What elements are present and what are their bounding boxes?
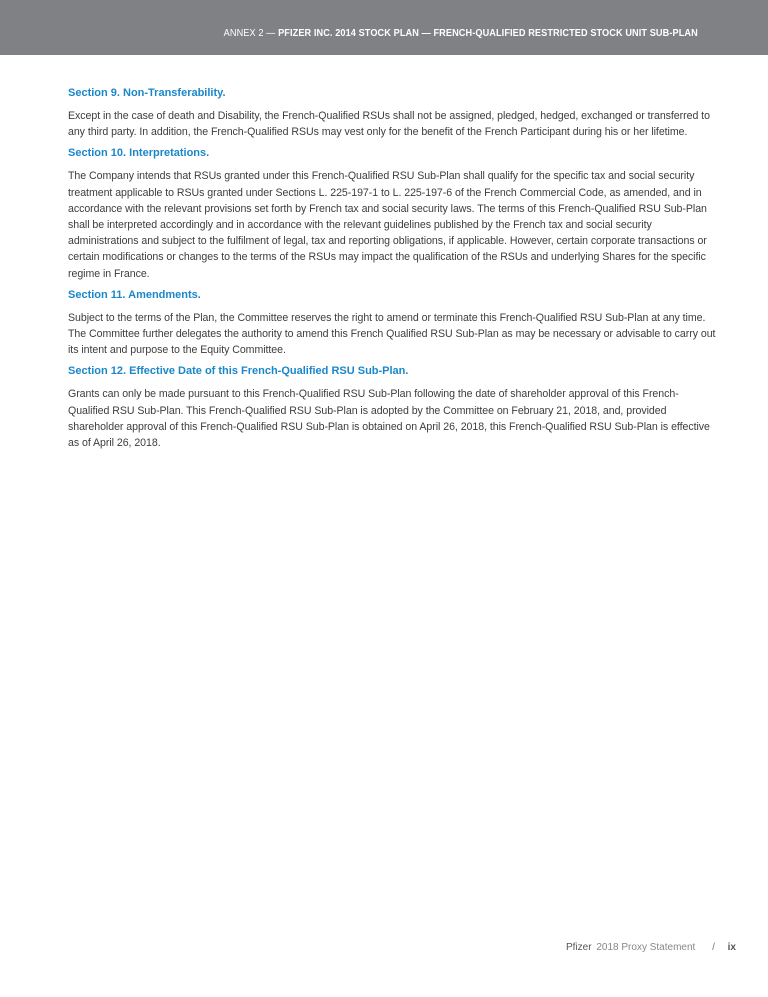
- section-10: [68, 146, 718, 281]
- section-heading: Section 10. Interpretations.: [68, 147, 210, 160]
- section-body: Subject to the terms of the Plan, the Committee reserves the right to amend or terminate this French-Qualified RSU Sub-Plan at any time. The Committee further delegates the authority to amend this French Qualified RSU Sub-Plan as may be necessary or advisable to carry out its intent and purpose to the Equity Committee.: [68, 311, 716, 357]
- document-content: [68, 86, 718, 457]
- section-9: [68, 86, 718, 140]
- running-header: [224, 28, 698, 39]
- section-heading: Section 9. Non-Transferability.: [68, 87, 226, 99]
- page-number: ix: [727, 942, 736, 953]
- footer-brand: Pfizer: [566, 942, 592, 953]
- section-heading: Section 11. Amendments.: [68, 288, 201, 301]
- running-header-prefix: ANNEX 2 —: [223, 28, 279, 39]
- section-11: [68, 288, 718, 359]
- page-footer: [566, 942, 736, 953]
- running-header-title: PFIZER INC. 2014 STOCK PLAN — FRENCH-QUALIFIED RESTRICTED STOCK UNIT SUB-PLAN: [278, 28, 698, 39]
- section-body: Except in the case of death and Disability, the French-Qualified RSUs shall not be assigned, pledged, hedged, exchanged or transferred to any third party. In addition, the French-Qualified RSUs may vest only for the benefit of the French Participant during his or her lifetime.: [68, 110, 710, 139]
- footer-separator: /: [712, 942, 715, 953]
- section-body: The Company intends that RSUs granted under this French-Qualified RSU Sub-Plan shall qualify for the specific tax and social security treatment applicable to RSUs granted under Sections L. 225-197-1 to L. 225-197-6 of the French Commercial Code, as amended, and in accordance with the relevant provisions set forth by French tax and social security laws. The terms of this French-Qualified RSU Sub-Plan shall be interpreted accordingly and in accordance with the relevant guidelines published by the French tax and social security administrations and subject to the fulfilment of legal, tax and reporting obligations, if applicable. However, certain corporate transactions or certain modifications or changes to the terms of the RSUs may impact the qualification of the RSUs and underlying Shares for the specific regime in France.: [68, 170, 707, 280]
- section-body: Grants can only be made pursuant to this French-Qualified RSU Sub-Plan following the date of shareholder approval of this French-Qualified RSU Sub-Plan. This French-Qualified RSU Sub-Plan is adopted by the Committee on February 21, 2018, and, provided shareholder approval of this French-Qualified RSU Sub-Plan is obtained on April 26, 2018, this French-Qualified RSU Sub-Plan is effective as of April 26, 2018.: [68, 388, 710, 450]
- header-band: [0, 0, 768, 55]
- footer-document-title: 2018 Proxy Statement: [596, 942, 696, 953]
- section-12: [68, 364, 718, 451]
- section-heading: Section 12. Effective Date of this French-Qualified RSU Sub-Plan.: [68, 365, 409, 378]
